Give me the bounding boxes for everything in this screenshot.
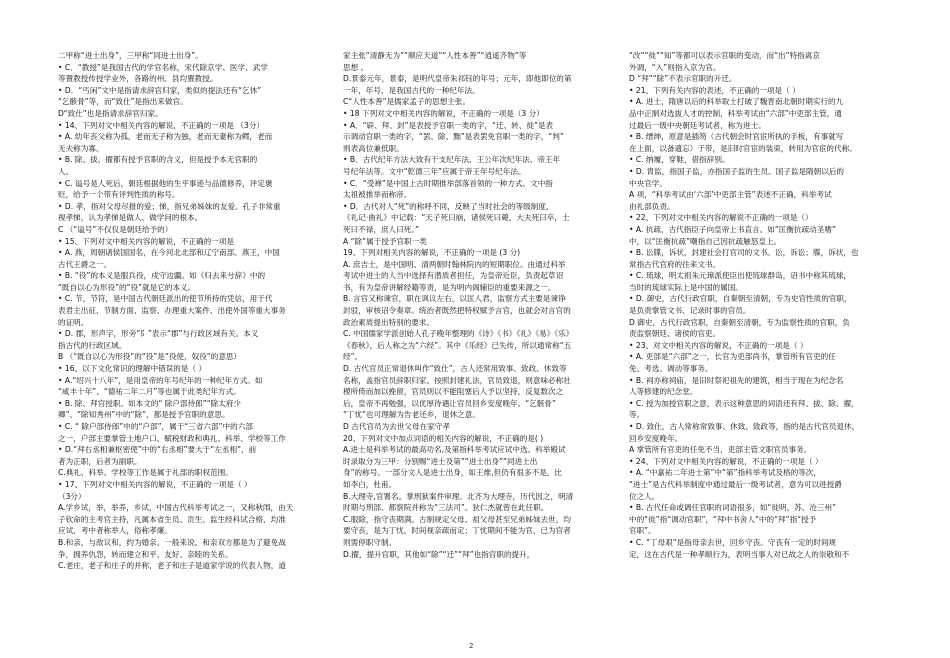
text-line: • A. 吏部是“六部”之一，长官为吏部尚书，掌管所有官吏的任 (629, 352, 836, 362)
text-line: 者为正职，后者为副职。 (58, 456, 142, 466)
text-line: • A. 燕，周朝诸侯国国名，在今河北北部和辽宁南部。燕王，中国 (58, 248, 280, 258)
text-line: • C．“教授”是我国古代的学官名称，宋代除京学、医学、武学 (58, 62, 268, 72)
text-line: • 24、下列对文中相关内容的解说，不正确的一项是（ ） (629, 456, 823, 466)
text-line: 时期与刑部、都察院并称为“三法司”。狄仁杰就曾在此任职。 (343, 503, 549, 513)
text-line: 是负责掌管文书、记录时事的官员。 (629, 306, 751, 316)
text-line: 太祖被推举而称帝。 (343, 190, 412, 200)
text-line: • 17、下列对文中相关内容的解说，不正确的一项是（ ） (58, 479, 252, 489)
text-line: • D. 御史，古代行政官职，自秦朝至清朝，专为史官性质的官职， (629, 294, 852, 304)
text-line: “咸丰十年”、“德祐二年二月”等也属于此类纪年方式。 (58, 387, 241, 397)
text-line: 常指古代官府的往来文书。 (629, 259, 721, 269)
text-line: • B. 除、拔、擢都有授予官职的含义，但是授予本无官职的 (58, 155, 258, 165)
text-line: 政治素质提出特别的要求。 (343, 317, 435, 327)
text-line: C“人性本善”是儒家孟子的思想主张。 (343, 97, 471, 107)
text-line: • A．“辟、拜、封”是表授予官职一类的字，“迁、转、徙”是表 (343, 120, 554, 130)
text-line: 示调动官职一类的字，“罢、除、黜”是表罢免官职一类的字，“判” (343, 132, 564, 142)
text-line: B （“既自以心为形役”的“役”是“役使，奴役”的意思） (58, 352, 242, 362)
text-line: • B. 祠亦称祠庙，是旧时祭祀祖先的建筑，相当于现在为纪念名 (629, 375, 844, 385)
text-line: • 18 下列对文中相关内容的解说，不正确的一项是（3 分） (343, 108, 544, 118)
text-line: 书，有为皇帝讲解经籍等责，是为明内阁辅臣的重要来源之一。 (343, 282, 556, 292)
text-line: 二甲称“进士出身”，三甲称“同进士出身”。 (58, 51, 203, 60)
text-line: • C. 琉球，明太祖朱元璋派使臣出使琉球群岛，诏书中称其琉球， (629, 271, 852, 281)
text-line: 名称，盖指官员辞职归家。按照封建礼法，官员致退，则意味必称社 (343, 375, 571, 385)
text-line: • 16、以下文化常识的理解中错误的是（ ） (58, 364, 207, 374)
text-line: D.擢，提升官职，其他如“除”“迁”“拜”也指官职的提升， (343, 549, 535, 559)
text-line: 表君主出征、节制方面、监察、办理重大案件、出使外国等重大事务 (58, 306, 286, 316)
text-line: 中央官学。 (629, 178, 667, 188)
text-line: 位之人。 (629, 491, 660, 501)
text-line: • C. “ 除户部侍郎”中的“户部”，属于“三省六部”中的六部 (58, 422, 253, 431)
text-line: 等。 (629, 410, 645, 420)
text-line: • D. 致仕，古人常称常致事、休致、致政等，指的是古代官员退休， (629, 422, 860, 431)
text-line: 思想 。 (343, 62, 369, 72)
text-line: B. 言官又称谏官，职在讽议左右，以匡人君，监察方式主要是谏诤 (343, 294, 566, 304)
text-line: • 21、下列有关内容的表述，不正确的一项是（ ） (629, 85, 800, 95)
text-line: D“致仕”也是指请求辞官归家。 (58, 108, 163, 118)
text-line: 19、下列对相关内容的解说，不正确的一项是 (3 分) (343, 248, 521, 258)
text-line: 责监察朝廷、诸侯的官吏。 (629, 329, 721, 339)
text-line: 的证明。 (58, 317, 89, 327)
text-line: 则需停职守制。 (343, 537, 397, 547)
text-line: “进士”是古代科举制度中通过最后一级考试者，意为可以进授爵 (629, 479, 842, 489)
text-line: 中的“徙”指“调动官职”，“拜中书舍人”中的“拜”指“授予 (629, 514, 817, 524)
text-line: • A.“绍兴十八年”，是用皇帝的年号纪年的一种纪年方式。如 (58, 375, 263, 385)
text-column-right (629, 50, 895, 638)
text-line: • B. “役”的本义是服兵役，戍守边疆。如《归去来兮辞》中的 (58, 271, 266, 281)
text-line: 定，这在古代是一种孝顺行为，表明当事人对已故之人的崇敬和不 (629, 549, 850, 559)
text-line: 封驳，审核诏令奏章。统治者既然把特权赋予言官，也就会对言官的 (343, 306, 571, 316)
text-line: • C. 谥号是人死后，朝廷根据他的生平事迹与品德修养，评定褒 (58, 178, 273, 188)
text-line: • B. 缙绅，原意是插笏（古代朝会时官宦所执的手板，有事就写 (629, 132, 844, 142)
text-column-middle (343, 50, 609, 638)
text-line: • A. “中嘉祐二年进士第”中“第”指科举考试及格的等次， (629, 468, 821, 478)
text-line: “丁忧”也可理解为告老还乡，退休之意。 (343, 410, 480, 420)
text-line: 时录取分为三甲：分别赐“进士及第”“进士出身”“同进士出 (343, 456, 538, 466)
text-line: C.典礼、科举、学校等工作是属于礼部的职权范围。 (58, 468, 233, 478)
text-line: 古代王爵之一。 (58, 259, 112, 269)
text-line: “改”“徙”“知”等都可以表示官职的变动，而“出”特指离京 (629, 51, 820, 60)
text-line: 官职”。 (629, 526, 656, 536)
text-line: 由礼部负责。 (629, 201, 675, 211)
text-line: B.大理寺,官署名。掌刑狱案件审理。北齐为大理寺，历代因之，明清 (343, 491, 574, 501)
text-line: A.学乡试，举，举养，乡试，中国古代科举考试之一，又称秋闱，由天 (58, 503, 294, 513)
text-line: “既自以心为形役”的“役”就是它的本义。 (58, 282, 196, 292)
text-line: • C. 纳履，穿鞋，借指辞别。 (629, 155, 730, 165)
text-line: 指古代的行政区域。 (58, 340, 127, 350)
text-line: A.进士是科举考试的最高功名,及第指科举考试应试中选。科举殿试 (343, 445, 566, 455)
text-line: A 掌管所有官吏的任免不当，吏部主管文职官员事务。 (629, 445, 812, 455)
text-line: • A. 进士，隋唐以后的科举取士打破了魏晋南北朝时期实行的九 (629, 97, 844, 107)
text-line: • 23、对文中相关内容的解说，不正确的一项是（ ） (629, 340, 808, 350)
text-line: A 项，“科举考试由‘六部’中吏部主管”表述不正确，科举考试 (629, 190, 832, 200)
text-line: • A. 抗疏，古代指臣子向皇帝上书直言。如“匡衡抗疏动圣嗜” (629, 224, 836, 234)
text-line: • B. 除、拜官授职。如本文的“ 除户部侍郎”“除太府少 (58, 398, 242, 408)
text-line: • 22、下列对文中相关内容的解说不正确的一项是（） (629, 213, 813, 223)
text-line: 应试，考中者称举人，俗称孝廉。 (58, 526, 172, 536)
text-line: • D. 孝，指对父母尽报的爱；悌，指兄弟姊妹的友爱。孔子非常重 (58, 201, 281, 211)
text-line: C. 中国儒家学派创始人孔子晚年整理的《诗》《书》《礼》《易》《乐》 (343, 329, 574, 339)
text-line: • B. 讼牒，诉状，封建社会打官司的文书。讼，诉讼；牒，诉状，也 (629, 248, 859, 258)
text-line: 稷所倚而加以挽留，官员则以不能阻塞后人予以坚持，反复数次之 (343, 387, 564, 397)
text-line: D “拜”“除”不表示官职的升迁。 (629, 74, 737, 84)
text-line: 一年，年号，是我国古代的一种纪年法。 (343, 85, 480, 95)
text-line: 过最后一级中央朝廷考试者，称为进士。 (629, 120, 766, 130)
text-line: 死曰不禄，庶人曰死。” (343, 224, 420, 234)
text-line: 视孝悌，认为孝悌是做人、做学问的根本。 (58, 213, 203, 223)
text-line: • D．“丐闲”文中是指请求辞官归家，类似的提法还有“乞休” (58, 85, 262, 95)
text-line: 卿”、“除知秀州”中的“除”，都是授予官职的意思。 (58, 410, 230, 420)
text-line: 中，以“匡衡抗疏”嘲指自己因抗疏触怒皇上。 (629, 236, 782, 246)
text-line: C.老庄，老子和庄子的并称，老子和庄子是道家学说的代表人物，道 (58, 561, 286, 571)
page-number: 2 (469, 642, 474, 650)
text-line: 人。 (58, 166, 74, 176)
text-line: 回乡安度晚年。 (629, 433, 683, 443)
text-line: B.和亲，与敌议和，约为婚亲。一般来说，和亲双方都是为了避免战 (58, 537, 286, 547)
text-line: 号纪年法等。文中“乾德三年”应属于帝王年号纪年法。 (343, 166, 526, 176)
text-line: • D. 郡，形声字，形旁“阝”表示“郡”与行政区域有关。本义 (58, 329, 259, 339)
text-line: • D. 胄监，指国子监，亦指国子监的生员。国子监是隋朝以后的 (629, 166, 845, 176)
text-line: 免、考选、调动等事务。 (629, 364, 713, 374)
text-line: 则表高位兼低职。 (343, 143, 404, 153)
text-line: • D.“拜右丞相兼枢密使”中的“右丞相”要大于“左丞相”，前 (58, 445, 257, 455)
text-line: D.景泰元年，景泰，是明代皇帝朱祁钰的年号；元年，即他即位的第 (343, 74, 572, 84)
text-line: • C. “丁母艰”是指母亲去世，回乡守丧。守丧有一定的时间规 (629, 537, 837, 547)
text-line: 争，拥养仇怨，转而建立和平、友好、亲睦的关系。 (58, 549, 233, 559)
text-line: • C. 授为加授官职之意，表示这种意思的词语还有拜、拔、除、擢， (629, 398, 859, 408)
text-line: 《礼记·曲礼》中记载：“天子死曰崩，诸侯死曰薨，大夫死曰卒，士 (343, 213, 570, 223)
text-line: 子钦命的主考官主持，凡属本省生员、贡生、监生经科试合格，均准 (58, 514, 286, 524)
text-line: A. 庶吉士，是中国明、清两朝时翰林院内的短期职位。由通过科举 (343, 259, 566, 269)
text-line: 后，皇帝不再勉强，以优厚待遇让官员回乡安度晚年。“乞骸骨” (343, 398, 556, 408)
text-line: 品中正制对选拔人才的控制，科举考试由“六部”中吏部主管，通 (629, 108, 842, 118)
text-line: D 古代官员为去世父母在家守孝 (343, 422, 450, 431)
text-line: • 14、下列对文中相关内容的解说，不正确的一项是 （3分） (58, 120, 265, 130)
text-line: 家主张“清静无为”“顺应天道”“人性本善”“逍遥齐物”等 (343, 51, 527, 60)
text-line: 人等修建的纪念堂。 (629, 387, 698, 397)
text-line: D 御史，古代行政官职，自秦朝至清朝，专为监察性质的官职，负 (629, 317, 850, 327)
text-line: C.服除，指守丧期满。古制规定父母、祖父母甚至兄弟姊妹去世，均 (343, 514, 571, 524)
text-line: （3分） (58, 491, 86, 501)
text-line: 之一，户部主要掌管土地户口、赋税财政和典礼、科举、学校等工作 (58, 433, 286, 443)
text-line: 经”。 (343, 352, 363, 362)
text-line: • 15、下列对文中相关内容的解说，不正确的一项是 (58, 236, 235, 246)
text-line: D. 古代官员正常退休叫作“致仕”，古人还常用致事、致政、休致等 (343, 364, 567, 374)
text-line: 要守丧，是为丁忧，时间视亲疏而定；丁忧期间不能为官，已为官者 (343, 526, 571, 536)
text-line: A “除”属于授予官职一类 (343, 236, 427, 246)
text-line: 外调，“入”则指入京为官。 (629, 62, 721, 72)
text-line: 如李白，杜甫。 (343, 479, 397, 489)
text-line: 20、下列对文中加点词语的相关内容的解说，不正确的是( ) (343, 433, 544, 443)
text-line: • D．古代对人“死”的称呼不同，反映了当时社会的等级制度， (343, 201, 554, 211)
text-line: • C．“受禅”是中国上古时期推举部落首领的一种方式。文中指 (343, 178, 553, 188)
text-line: 考试中进士的人当中选择有潜质者担任，为皇帝近臣，负责起草诏 (343, 271, 564, 281)
text-column-left (58, 50, 324, 638)
text-line: • B. 古代任命或调任官职的词语很多，如“徙明、苏、沧三州” (629, 503, 837, 513)
text-line: 《春秋》，后人称之为“六经”。其中《乐经》已失传，所以通常称“五 (343, 340, 572, 350)
text-line: 在上面，以备遗忘）于带，是旧时官宦的装束，转用为官宦的代称。 (629, 143, 857, 153)
text-line: 无夫称为寡。 (58, 143, 104, 153)
text-line: • C. 节，节符，是中国古代朝廷派出的使节所持的凭信，用于代 (58, 294, 273, 304)
text-line: 等置教授传授学业外，各路的州、县均置教授。 (58, 74, 218, 84)
text-line: • A. 幼年丧父称为孤，老而无子称为独，老而无妻称为鳏，老而 (58, 132, 273, 142)
text-line: • B．古代纪年方法大致有干支纪年法、王公年次纪年法、帝王年 (343, 155, 561, 165)
text-line: 贬，给予一个带有评判性质的称号。 (58, 190, 180, 200)
text-line: C （“谥号”不仅仅是朝廷给予的） (58, 224, 173, 234)
text-line: “乞骸骨”等，而“致仕”是指出来做官。 (58, 97, 188, 107)
text-line: 当时的琉球实际上是中国的属国。 (629, 282, 743, 292)
text-line: 身”的称号。一部分文人是进士出身，如王维,但仍有很多不是，比 (343, 468, 562, 478)
